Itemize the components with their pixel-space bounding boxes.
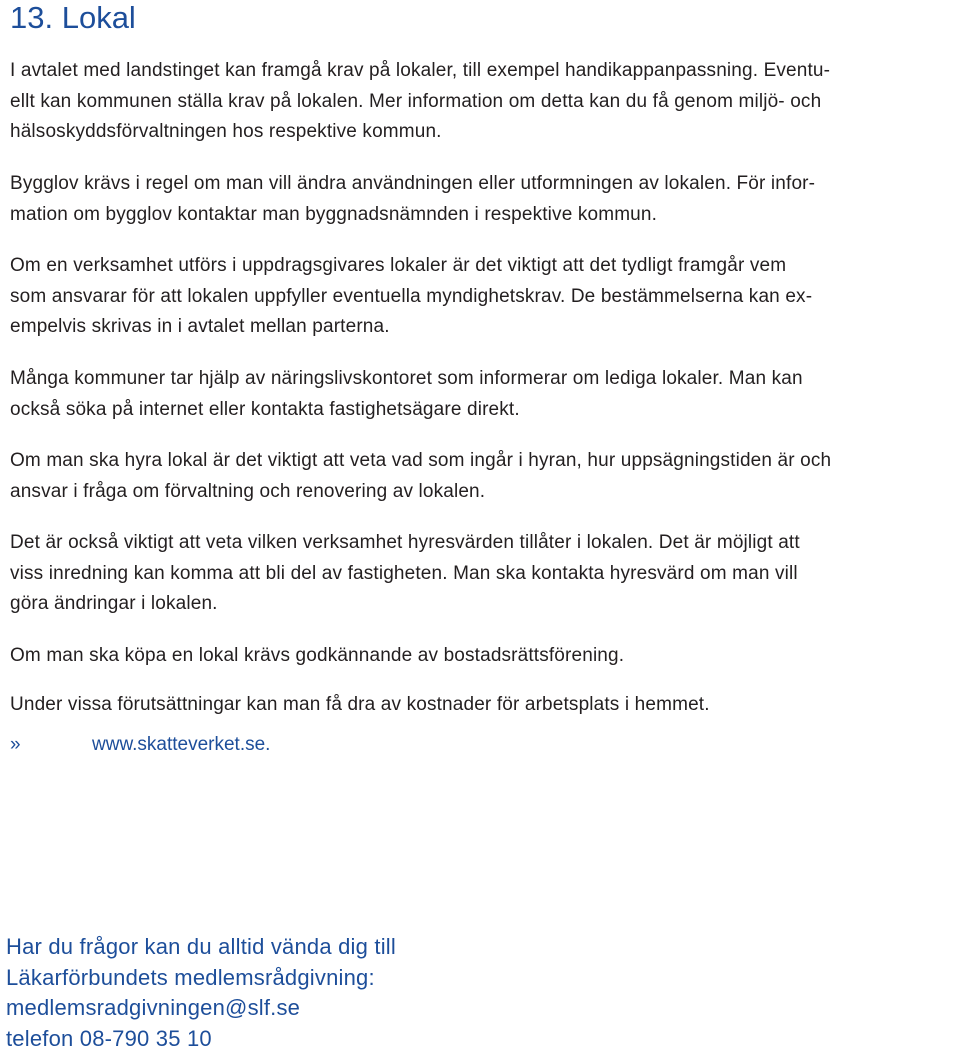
paragraph-home-office (10, 690, 960, 721)
contact-box (6, 932, 396, 1054)
paragraph-line: Bygglov krävs i regel om man vill ändra användningen eller utformningen av lokalen. För infor- (10, 169, 960, 200)
paragraph-line: Om man ska hyra lokal är det viktigt att veta vad som ingår i hyran, hur uppsägningstiden är och (10, 446, 960, 477)
reference-link-row (10, 730, 270, 760)
paragraph-line: Om man ska köpa en lokal krävs godkännande av bostadsrättsförening. (10, 641, 960, 672)
contact-email[interactable]: medlemsradgivningen@slf.se (6, 993, 396, 1024)
contact-line: Har du frågor kan du alltid vända dig till (6, 932, 396, 963)
paragraph-buying (10, 641, 960, 672)
paragraph-line: viss inredning kan komma att bli del av fastigheten. Man ska kontakta hyresvärd om man vill (10, 559, 960, 590)
paragraph-line: som ansvarar för att lokalen uppfyller eventuella myndighetskrav. De bestämmelserna kan ex- (10, 282, 960, 313)
paragraph-line: empelvis skrivas in i avtalet mellan parterna. (10, 312, 960, 343)
contact-line: Läkarförbundets medlemsrådgivning: (6, 963, 396, 994)
paragraph-business-office (10, 364, 960, 425)
paragraph-line: mation om bygglov kontaktar man byggnadsnämnden i respektive kommun. (10, 200, 960, 231)
paragraph-line: Under vissa förutsättningar kan man få dra av kostnader för arbetsplats i hemmet. (10, 690, 960, 721)
paragraph-line: hälsoskyddsförvaltningen hos respektive kommun. (10, 117, 960, 148)
contact-phone: telefon 08-790 35 10 (6, 1024, 396, 1054)
paragraph-line: Många kommuner tar hjälp av näringslivskontoret som informerar om lediga lokaler. Man kan (10, 364, 960, 395)
paragraph-line: också söka på internet eller kontakta fastighetsägare direkt. (10, 395, 960, 426)
skatteverket-link[interactable]: www.skatteverket.se. (92, 734, 270, 755)
paragraph-line: ellt kan kommunen ställa krav på lokalen. Mer information om detta kan du få genom miljö- och (10, 87, 960, 118)
paragraph-building-permit (10, 169, 960, 230)
paragraph-requirements (10, 56, 960, 148)
paragraph-line: Det är också viktigt att veta vilken verksamhet hyresvärden tillåter i lokalen. Det är möjligt att (10, 528, 960, 559)
page-title: 13. Lokal (10, 0, 136, 36)
paragraph-line: Om en verksamhet utförs i uppdragsgivares lokaler är det viktigt att det tydligt framgår vem (10, 251, 960, 282)
paragraph-client-premises (10, 251, 960, 343)
paragraph-line: I avtalet med landstinget kan framgå krav på lokaler, till exempel handikappanpassning. Eventu- (10, 56, 960, 87)
paragraph-renting (10, 446, 960, 507)
link-marker: » (10, 730, 92, 760)
paragraph-line: göra ändringar i lokalen. (10, 589, 960, 620)
paragraph-line: ansvar i fråga om förvaltning och renovering av lokalen. (10, 477, 960, 508)
paragraph-landlord (10, 528, 960, 620)
